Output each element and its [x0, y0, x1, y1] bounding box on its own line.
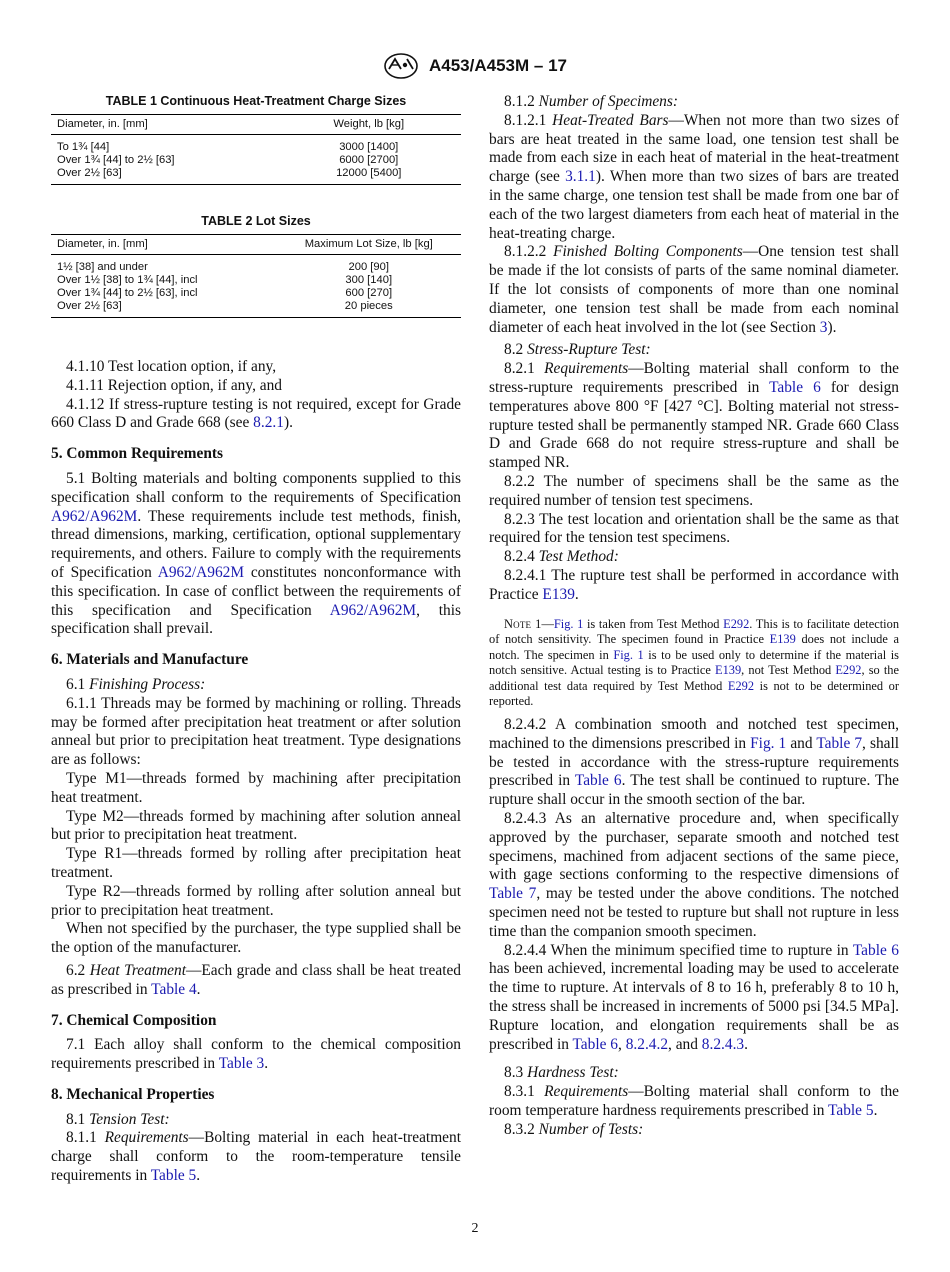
- table-cell: To 1¾ [44]: [57, 141, 110, 153]
- link-a962[interactable]: A962/A962M: [51, 507, 138, 525]
- link-fig-1[interactable]: Fig. 1: [613, 647, 644, 662]
- link-table-6[interactable]: Table 6: [769, 378, 821, 396]
- table-row: [51, 300, 461, 318]
- section-7-heading: 7. Chemical Composition: [51, 1011, 217, 1029]
- para-8-2-4-3: 8.2.4.3 As an alternative procedure and, when specifically approved by the purchaser, separate smooth and notched test specimens, machined from adjacent sections of the same piece, with gage sections conforming to the respective dimensions of Table 7, may be tested under the above conditions. The notched specimen need not be tested to rupture but shall not rupture in less time than the companion smooth specimen.: [489, 810, 899, 940]
- para-5-1: 5.1 Bolting materials and bolting components supplied to this specification shall conform to the requirements of Specification A962/A962M. These requirements include test methods, finish, thread dimensions, marking, certification, optional supplementary requirements, and others. Failure to comply with the requirements of Specification A962/A962M constitutes nonconformance with this specification. In case of conflict between the requirements of this specification and Specification A962/A962M, this specification shall prevail.: [51, 469, 461, 638]
- right-column: [489, 93, 899, 1140]
- left-column: [51, 93, 461, 1186]
- para-type-m1: Type M1—threads formed by machining after precipitation heat treatment.: [51, 769, 461, 806]
- link-8-2-1[interactable]: 8.2.1: [253, 414, 284, 432]
- table-cell: 600 [270]: [345, 287, 393, 299]
- table-cell: Over 1¾ [44] to 2½ [63], incl: [57, 287, 198, 299]
- link-table-4[interactable]: Table 4: [151, 980, 197, 998]
- link-table-6[interactable]: Table 6: [852, 941, 899, 959]
- para-6-1: 6.1 Finishing Process:: [66, 675, 206, 693]
- link-e292[interactable]: E292: [835, 663, 862, 678]
- para-7-1: 7.1 Each alloy shall conform to the chemical composition requirements prescribed in Table 3.: [51, 1036, 461, 1073]
- astm-logo-icon: [383, 52, 419, 80]
- para-4-1-12: 4.1.12 If stress-rupture testing is not required, except for Grade 660 Class D and Grade 668 (see 8.2.1).: [51, 395, 461, 432]
- table-cell: Over 2½ [63]: [51, 300, 277, 318]
- table-cell: 6000 [2700]: [339, 154, 399, 166]
- para-8-3-1: 8.3.1 Requirements—Bolting material shall conform to the room temperature hardness requirements prescribed in Table 5.: [489, 1083, 899, 1120]
- table-2-header-lot-size: Maximum Lot Size, lb [kg]: [277, 235, 462, 255]
- table-2: [51, 213, 461, 318]
- para-8-2-4-4: 8.2.4.4 When the minimum specified time to rupture in Table 6 has been achieved, incremental loading may be used to accelerate the time to rupture. At intervals of 8 to 16 h, preferably 8 to 10 h, the stress shall be increased in increments of 5000 psi [34.5 MPa]. Rupture location, and elongation requirements shall be as prescribed in Table 6, 8.2.4.2, and 8.2.4.3.: [489, 941, 899, 1053]
- para-type-r1: Type R1—threads formed by rolling after precipitation heat treatment.: [51, 845, 461, 881]
- table-row: [51, 274, 461, 287]
- link-table-3[interactable]: Table 3: [218, 1055, 265, 1073]
- link-8-2-4-2[interactable]: 8.2.4.2: [625, 1035, 669, 1053]
- note-1: Note 1—Fig. 1 is taken from Test Method E292. This is to facilitate detection of notch sensitivity. The specimen found in Practice E139 does not include a notch. The specimen in Fig. 1 is to be used only to determine if the material is notch sensitive. Actual testing is to Practice E139, not Test Method E292, so the additional test data required by Test Method E292 is not to be determined or reported.: [489, 616, 900, 709]
- para-8-2-4-1: 8.2.4.1 The rupture test shall be performed in accordance with Practice E139.: [489, 566, 899, 603]
- link-table-5[interactable]: Table 5: [150, 1167, 197, 1185]
- para-8-2: 8.2 Stress-Rupture Test:: [504, 341, 651, 359]
- table-cell: 3000 [1400]: [339, 141, 399, 153]
- table-1-header-weight: Weight, lb [kg]: [277, 115, 462, 135]
- para-8-2-2: 8.2.2 The number of specimens shall be the same as the required number of tension test specimens.: [489, 472, 899, 509]
- page-number: 2: [471, 1221, 479, 1236]
- table-cell: 1½ [38] and under: [57, 261, 148, 273]
- section-6-heading: 6. Materials and Manufacture: [51, 651, 249, 669]
- para-8-1-1: 8.1.1 Requirements—Bolting material in each heat-treatment charge shall conform to the room-temperature tensile requirements in Table 5.: [51, 1129, 461, 1185]
- para-8-2-4-2: 8.2.4.2 A combination smooth and notched test specimen, machined to the dimensions prescribed in Fig. 1 and Table 7, shall be tested in accordance with the stress-rupture requirements prescribed in Table 6. The test shall be continued to rupture. The rupture shall occur in the smooth section of the bar.: [489, 716, 900, 809]
- page-header: [0, 52, 950, 80]
- para-type-default: When not specified by the purchaser, the type supplied shall be the option of the manufacturer.: [51, 920, 461, 957]
- table-cell: Over 2½ [63]: [51, 167, 277, 185]
- para-8-1: 8.1 Tension Test:: [66, 1110, 170, 1128]
- para-4-1-10: 4.1.10 Test location option, if any,: [66, 358, 277, 375]
- link-fig-1[interactable]: Fig. 1: [750, 734, 787, 752]
- link-e139[interactable]: E139: [769, 632, 796, 647]
- link-e139[interactable]: E139: [715, 663, 742, 678]
- table-cell: Over 1½ [38] to 1¾ [44], incl: [57, 274, 198, 286]
- link-table-7[interactable]: Table 7: [489, 885, 537, 903]
- link-table-5[interactable]: Table 5: [828, 1102, 874, 1120]
- link-3-1-1[interactable]: 3.1.1: [565, 168, 596, 186]
- table-2-header-diameter: Diameter, in. [mm]: [51, 235, 277, 255]
- link-table-6[interactable]: Table 6: [572, 1035, 618, 1053]
- table-row: [51, 154, 461, 167]
- para-type-m2: Type M2—threads formed by machining after solution anneal but prior to precipitation heat treatment.: [51, 807, 461, 844]
- note-label: Note 1: [504, 616, 542, 631]
- table-cell: Over 1¾ [44] to 2½ [63]: [57, 154, 175, 166]
- para-8-3: 8.3 Hardness Test:: [504, 1064, 619, 1082]
- link-e292[interactable]: E292: [723, 616, 750, 631]
- table-cell: 20 pieces: [277, 300, 462, 318]
- table-row: [51, 287, 461, 300]
- link-e139[interactable]: E139: [542, 585, 575, 603]
- table-cell: 12000 [5400]: [277, 167, 462, 185]
- document-designation: A453/A453M – 17: [429, 56, 567, 75]
- para-type-r2: Type R2—threads formed by rolling after solution anneal but prior to precipitation heat treatment.: [51, 882, 461, 919]
- para-8-1-2-2: 8.1.2.2 Finished Bolting Components—One tension test shall be made if the lot consists of parts of the same nominal diameter. If the lot consists of components of more than one nominal diameter, one tension test shall be made from each nominal diameter of each heat involved in the lot (see Section 3).: [489, 243, 899, 336]
- para-6-1-1: 6.1.1 Threads may be formed by machining or rolling. Threads may be formed after precipitation heat treatment or after solution anneal but prior to precipitation heat treatment. Type designations are as follows:: [51, 694, 461, 769]
- link-table-7[interactable]: Table 7: [816, 734, 863, 752]
- link-section-3[interactable]: 3: [819, 318, 828, 336]
- para-8-2-1: 8.2.1 Requirements—Bolting material shall conform to the stress-rupture requirements prescribed in Table 6 for design temperatures above 800 °F [427 °C]. Bolting material not stress-rupture tested shall be permanently stamped NR. Grade 660 Class D and Grade 668 do not require stress-rupture and shall be stamped NR.: [489, 360, 899, 472]
- link-a962[interactable]: A962/A962M: [329, 601, 417, 619]
- link-a962[interactable]: A962/A962M: [157, 563, 245, 581]
- section-5-heading: 5. Common Requirements: [51, 445, 223, 463]
- table-cell: 200 [90]: [348, 261, 389, 273]
- para-4-1-11: 4.1.11 Rejection option, if any, and: [66, 376, 282, 394]
- table-2-caption: TABLE 2 Lot Sizes: [201, 214, 311, 228]
- link-e292[interactable]: E292: [727, 678, 755, 693]
- para-8-2-3: 8.2.3 The test location and orientation shall be the same as that required for the tension test specimens.: [489, 510, 899, 547]
- table-row: [51, 255, 461, 275]
- link-fig-1[interactable]: Fig. 1: [553, 616, 584, 631]
- para-8-1-2: 8.1.2 Number of Specimens:: [504, 93, 678, 110]
- para-6-2: 6.2 Heat Treatment—Each grade and class shall be heat treated as prescribed in Table 4.: [51, 961, 461, 998]
- table-1-caption: TABLE 1 Continuous Heat-Treatment Charge Sizes: [105, 94, 407, 108]
- link-table-6[interactable]: Table 6: [574, 772, 622, 790]
- para-8-1-2-1: 8.1.2.1 Heat-Treated Bars—When not more than two sizes of bars are heat treated in the same load, one tension test shall be made from each size in each heat of material in the heat-treatment charge (see 3.1.1). When more than two sizes of bars are treated in the same charge, one tension test shall be made from one bar of each of the two largest diameters from each heat of material in the heat-treating charge.: [489, 111, 900, 242]
- table-cell: 300 [140]: [345, 274, 393, 286]
- table-row: [51, 135, 461, 155]
- para-8-3-2: 8.3.2 Number of Tests:: [504, 1120, 644, 1138]
- table-row: [51, 167, 461, 185]
- table-1: [51, 93, 461, 185]
- para-8-2-4: 8.2.4 Test Method:: [504, 548, 619, 566]
- table-1-header-diameter: Diameter, in. [mm]: [51, 115, 277, 135]
- section-8-heading: 8. Mechanical Properties: [51, 1085, 215, 1103]
- link-8-2-4-3[interactable]: 8.2.4.3: [701, 1035, 745, 1053]
